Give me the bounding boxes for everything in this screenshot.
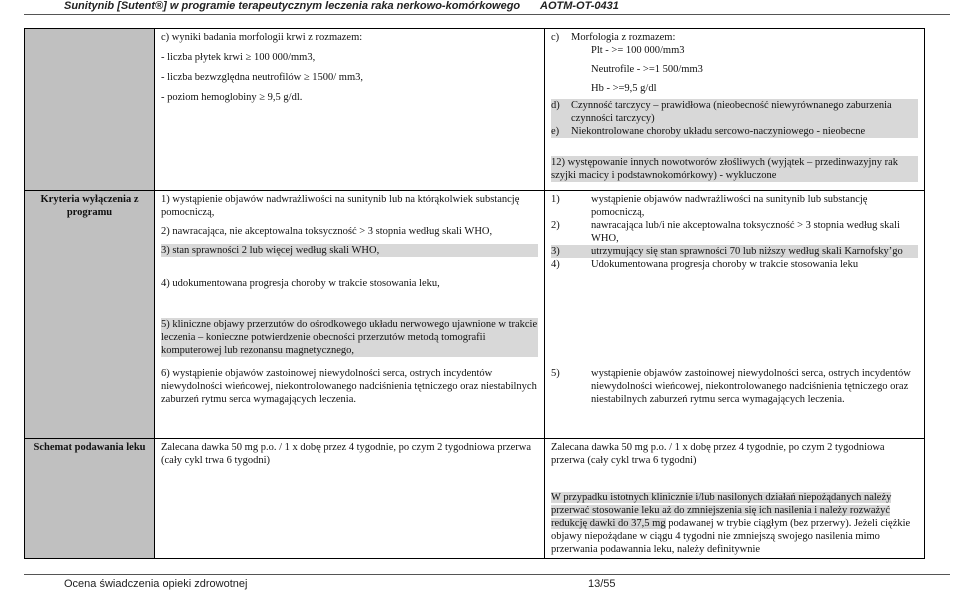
page-number: 13/55: [588, 578, 616, 590]
exclusion-label: Kryteria wyłączenia z programu: [25, 191, 155, 439]
morph-right-item-e: [551, 125, 918, 138]
exclusion-left-item: 3) stan sprawności 2 lub więcej według skali WHO,: [161, 244, 538, 257]
dosing-right-note-rest: podawanej w trybie ciągłym (bez przerwy). Jeżeli ciężkie objawy niepożądane w ciągu 4 tygodni nie zmniejszą swojego nasilenia mimo przerwania podawannia leku, należy definitywnie: [551, 518, 911, 555]
exclusion-right-item: [551, 258, 918, 271]
exclusion-left-item: 5) kliniczne objawy przerzutów do ośrodkowego układu nerwowego ujawnione w trakcie leczenia – konieczne potwierdzenie obecności przerzutów metodą tomografii komputerowej lub rezonansu magnetycznego,: [161, 319, 538, 356]
exclusion-left-cell: [155, 191, 545, 439]
item-text: Morfologia z rozmazem:: [571, 32, 676, 43]
morph-left-line: - liczba płytek krwi ≥ 100 000/mm3,: [161, 52, 316, 63]
item-number: 5): [551, 368, 560, 379]
criteria-table: [24, 28, 925, 559]
morphology-label-cell: [25, 29, 155, 191]
item-text: wystąpienie objawów zastoinowej niewydolności serca, ostrych incydentów niewydolności wieńcowej, niekontrolowanego nadciśnienia tętniczego oraz niestabilnych zaburzeń rytmu serca wymagających leczenia.: [591, 368, 911, 405]
item-text: utrzymujący się stan sprawności 70 lub niższy według skali Karnofsky’go: [591, 246, 903, 257]
footer-rule: [24, 574, 950, 575]
exclusion-left-item: 6) wystąpienie objawów zastoinowej niewydolności serca, ostrych incydentów niewydolności wieńcowej, niekontrolowanego nadciśnienia tętniczego oraz niestabilnych zaburzeń rytmu serca wymagających leczenia.: [161, 368, 537, 405]
morph-right-item-d: [551, 99, 918, 125]
morphology-row: [25, 29, 925, 191]
item-text: nawracająca lub/i nie akceptowalna toksyczność > 3 stopnia według skali WHO,: [591, 220, 900, 244]
item-text: wystąpienie objawów nadwrażliwości na sunitynib lub substancję pomocniczą,: [591, 194, 868, 218]
exclusion-right-item: [551, 367, 918, 406]
dosing-right-note: [551, 491, 918, 556]
exclusion-right-item: [551, 193, 918, 219]
item-number: d): [551, 100, 560, 111]
item-text: Udokumentowana progresja choroby w trakcie stosowania leku: [591, 259, 859, 270]
item-number: 1): [551, 194, 560, 205]
exclusion-right-item: [551, 245, 918, 258]
item-number: 3): [551, 246, 560, 257]
morph-left-line: - poziom hemoglobiny ≥ 9,5 g/dl.: [161, 92, 303, 103]
morph-sub-line: Neutrofile - >=1 500/mm3: [591, 64, 703, 75]
exclusion-left-item: 4) udokumentowana progresja choroby w trakcie stosowania leku,: [161, 278, 440, 289]
page-header: [64, 0, 684, 14]
header-rule: [24, 14, 950, 15]
exclusion-right-cell: [545, 191, 925, 439]
footer-text: Ocena świadczenia opieki zdrowotnej: [64, 578, 248, 590]
item-text: Niekontrolowane choroby układu sercowo-naczyniowego - nieobecne: [571, 126, 866, 137]
header-title: Sunitynib [Sutent®] w programie terapeutycznym leczenia raka nerkowo-komórkowego: [64, 0, 521, 12]
dosing-right-note-highlight: W przypadku istotnych klinicznie i/lub nasilonych działań niepożądanych należy przerwać stosowanie leku aż do zmniejszenia się ich nasilenia i należy rozważyć redukcję dawki do 37,5 mg: [551, 492, 892, 529]
dosing-label: Schemat podawania leku: [25, 439, 155, 559]
morph-right-item-12: 12) występowanie innych nowotworów złośliwych (wyjątek – przedinwazyjny rak szyjki macicy i podstawnokomórkowy) - wykluczone: [551, 156, 918, 182]
dosing-row: [25, 439, 925, 559]
exclusion-left-item: 2) nawracająca, nie akceptowalna toksyczność > 3 stopnia według skali WHO,: [161, 226, 493, 237]
morphology-left-cell: [155, 29, 545, 191]
exclusion-row: [25, 191, 925, 439]
morph-left-line: - liczba bezwzględna neutrofilów ≥ 1500/ mm3,: [161, 72, 363, 83]
exclusion-right-item: [551, 219, 918, 245]
header-code: AOTM-OT-0431: [540, 0, 619, 12]
dosing-left-cell: [155, 439, 545, 559]
item-text: Czynność tarczycy – prawidłowa (nieobecność niewyrównanego zaburzenia czynności tarczycy): [571, 100, 892, 124]
item-number: c): [551, 32, 560, 43]
dosing-left-text: Zalecana dawka 50 mg p.o. / 1 x dobę przez 4 tygodnie, po czym 2 tygodniowa przerwa (cały cykl trwa 6 tygodni): [161, 442, 532, 466]
dosing-right-text: Zalecana dawka 50 mg p.o. / 1 x dobę przez 4 tygodnie, po czym 2 tygodniowa przerwa (cały cykl trwa 6 tygodni): [551, 442, 885, 466]
exclusion-left-item: 1) wystąpienie objawów nadwrażliwości na sunitynib lub na którąkolwiek substancję pomocniczą,: [161, 194, 520, 218]
morph-right-item-c: [551, 31, 918, 44]
item-number: 4): [551, 259, 560, 270]
morph-sub-line: Hb - >=9,5 g/dl: [591, 83, 657, 94]
item-number: 2): [551, 220, 560, 231]
dosing-right-cell: [545, 439, 925, 559]
item-number: e): [551, 126, 560, 137]
morphology-right-cell: [545, 29, 925, 191]
morph-left-line: c) wyniki badania morfologii krwi z rozmazem:: [161, 32, 363, 43]
morph-sub-line: Plt - >= 100 000/mm3: [591, 45, 685, 56]
page-footer: [64, 578, 944, 592]
